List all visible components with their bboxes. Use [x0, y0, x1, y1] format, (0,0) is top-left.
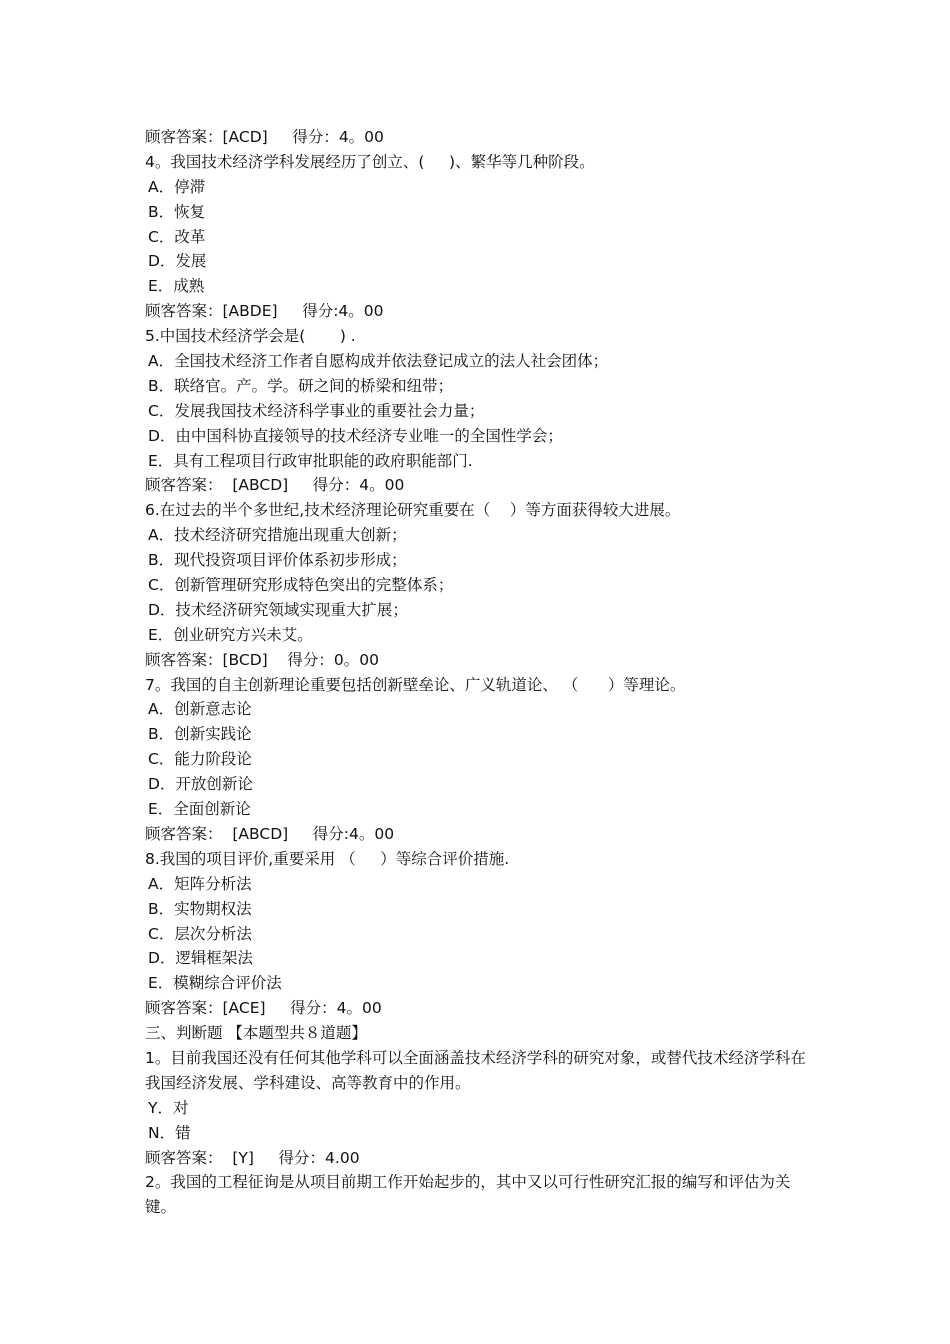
option-line: E．全面创新论 — [148, 800, 251, 819]
option-line: A．全国技术经济工作者自愿构成并依法登记成立的法人社会团体； — [148, 352, 609, 371]
option-line: D．技术经济研究领域实现重大扩展； — [148, 600, 408, 619]
question-line: 7。我国的自主创新理论重要包括创新壁垒论、广义轨道论、 （ ）等理论。 — [145, 675, 686, 694]
answer-line: 顾客答案： [Y] 得分：4.00 — [145, 1148, 360, 1167]
option-line: D．由中国科协直接领导的技术经济专业唯一的全国性学会； — [148, 426, 563, 445]
option-line: E．模糊综合评价法 — [148, 974, 282, 993]
option-line: D．逻辑框架法 — [148, 949, 253, 968]
option-line: A．技术经济研究措施出现重大创新； — [148, 526, 407, 545]
question-line: 6.在过去的半个多世纪,技术经济理论研究重要在（ ）等方面获得较大进展。 — [145, 501, 681, 520]
question-line: 8.我国的项目评价,重要采用 （ ）等综合评价措施. — [145, 849, 510, 868]
option-line: B．联络官。产。学。研之间的桥梁和纽带； — [148, 376, 454, 395]
option-line: E．具有工程项目行政审批职能的政府职能部门. — [148, 451, 473, 470]
option-line: B．创新实践论 — [148, 725, 252, 744]
option-line: A．矩阵分析法 — [148, 874, 252, 893]
answer-line: 顾客答案：[ACD] 得分：4。00 — [145, 128, 384, 146]
option-line: B．现代投资项目评价体系初步形成； — [148, 551, 407, 570]
option-line: Y．对 — [148, 1098, 189, 1117]
option-line: C．层次分析法 — [148, 924, 252, 943]
question-line: 4。我国技术经济学科发展经历了创立、( )、繁华等几种阶段。 — [145, 152, 595, 171]
question-line: 1。目前我国还没有任何其他学科可以全面涵盖技术经济学科的研究对象，或替代技术经济学科在我国经济发展、学科建设、高等教育中的作用。 — [145, 1048, 806, 1092]
option-line: D．开放创新论 — [148, 775, 253, 794]
option-line: C．创新管理研究形成特色突出的完整体系； — [148, 576, 454, 595]
option-line: B．实物期权法 — [148, 899, 252, 918]
answer-line: 顾客答案： [ABCD] 得分：4。00 — [145, 476, 405, 495]
option-line: A．创新意志论 — [148, 700, 252, 719]
option-line: A．停滞 — [148, 177, 206, 196]
section-heading: 三、判断题 【本题型共８道题】 — [145, 1024, 367, 1043]
option-line: E．创业研究方兴未艾。 — [148, 625, 313, 644]
option-line: C．改革 — [148, 227, 206, 246]
option-line: B．恢复 — [148, 202, 206, 221]
option-line: C．能力阶段论 — [148, 750, 252, 769]
document-page — [145, 125, 815, 1220]
question-line: 2。我国的工程征询是从项目前期工作开始起步的，其中又以可行性研究汇报的编写和评估为关键。 — [145, 1173, 791, 1217]
question-line: 5.中国技术经济学会是( ) . — [145, 327, 356, 346]
option-line: D．发展 — [148, 252, 207, 271]
option-line: C．发展我国技术经济科学事业的重要社会力量； — [148, 401, 485, 420]
option-line: N．错 — [148, 1123, 191, 1142]
option-line: E．成熟 — [148, 277, 205, 296]
answer-line: 顾客答案： [ABCD] 得分:4。00 — [145, 824, 395, 843]
answer-line: 顾客答案：[BCD] 得分：0。00 — [145, 650, 380, 669]
answer-line: 顾客答案：[ACE] 得分：4。00 — [145, 999, 382, 1018]
answer-line: 顾客答案：[ABDE] 得分:4。00 — [145, 302, 384, 321]
